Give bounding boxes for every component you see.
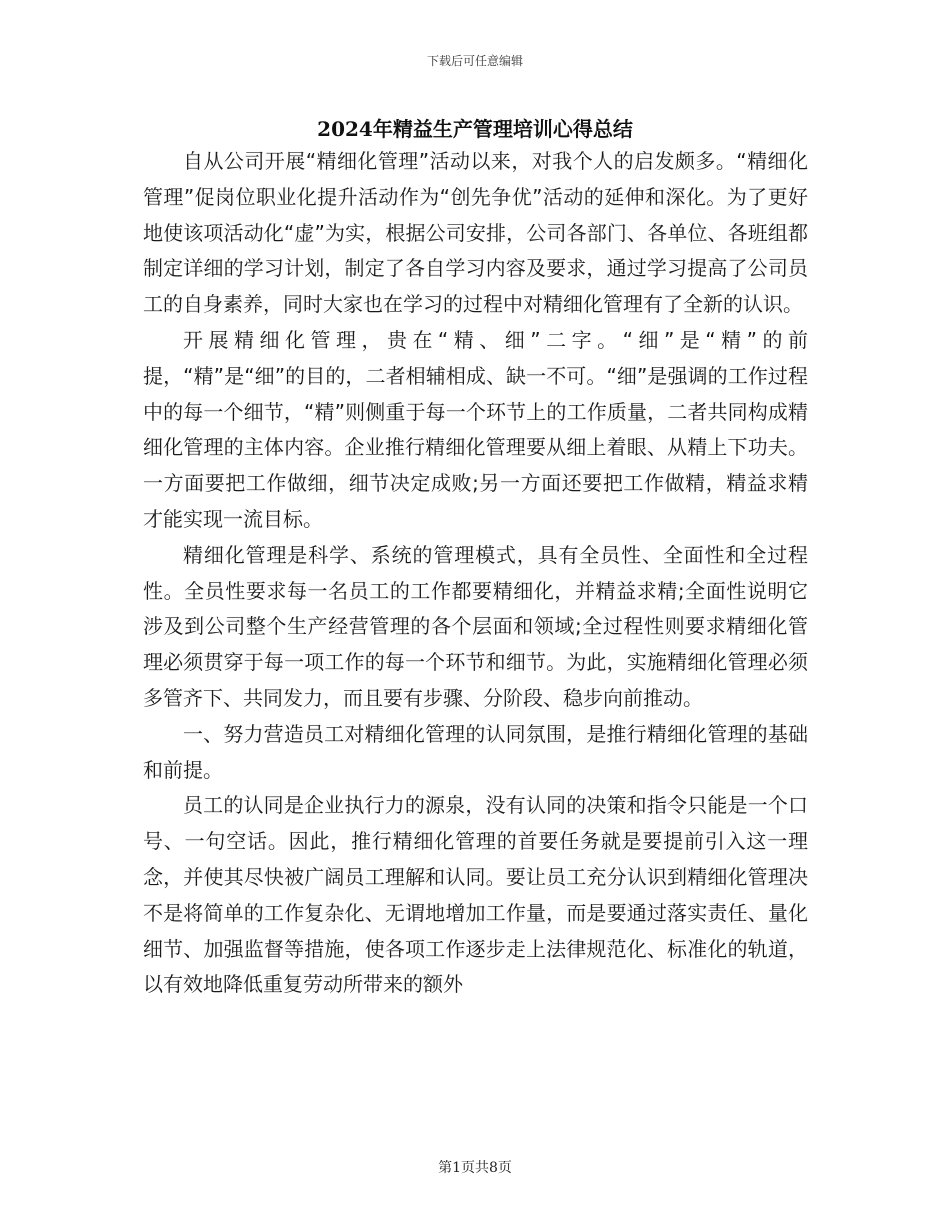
document-body xyxy=(143,144,808,1003)
paragraph: 开展精细化管理，贵在“精、细”二字。“细”是“精”的前提，“精”是“细”的目的，二者相辅相成、缺一不可。“细”是强调的工作过程中的每一个细节，“精”则侧重于每一个环节上的工作质量，二者共同构成精细化管理的主体内容。企业推行精细化管理要从细上着眼、从精上下功夫。一方面要把工作做细，细节决定成败;另一方面还要把工作做精，精益求精才能实现一流目标。 xyxy=(143,327,808,531)
paragraph: 精细化管理是科学、系统的管理模式，具有全员性、全面性和全过程性。全员性要求每一名员工的工作都要精细化，并精益求精;全面性说明它涉及到公司整个生产经营管理的各个层面和领域;全过程性则要求精细化管理必须贯穿于每一项工作的每一个环节和细节。为此，实施精细化管理必须多管齐下、共同发力，而且要有步骤、分阶段、稳步向前推动。 xyxy=(143,542,808,710)
paragraph: 一、努力营造员工对精细化管理的认同氛围，是推行精细化管理的基础和前提。 xyxy=(143,721,808,782)
paragraph: 自从公司开展“精细化管理”活动以来，对我个人的启发颇多。“精细化管理”促岗位职业化提升活动作为“创先争优”活动的延伸和深化。为了更好地使该项活动化“虚”为实，根据公司安排，公司各部门、各单位、各班组都制定详细的学习计划，制定了各自学习内容及要求，通过学习提高了公司员工的自身素养，同时大家也在学习的过程中对精细化管理有了全新的认识。 xyxy=(143,149,808,317)
document-title: 2024年精益生产管理培训心得总结 xyxy=(317,117,633,141)
page-footer: 第1页共8页 xyxy=(438,1160,512,1176)
header-note: 下载后可任意编辑 xyxy=(426,54,523,68)
paragraph: 员工的认同是企业执行力的源泉，没有认同的决策和指令只能是一个口号、一句空话。因此，推行精细化管理的首要任务就是要提前引入这一理念，并使其尽快被广阔员工理解和认同。要让员工充分认识到精细化管理决不是将简单的工作复杂化、无谓地增加工作量，而是要通过落实责任、量化细节、加强监督等措施，使各项工作逐步走上法律规范化、标准化的轨道，以有效地降低重复劳动所带来的额外 xyxy=(143,793,808,997)
